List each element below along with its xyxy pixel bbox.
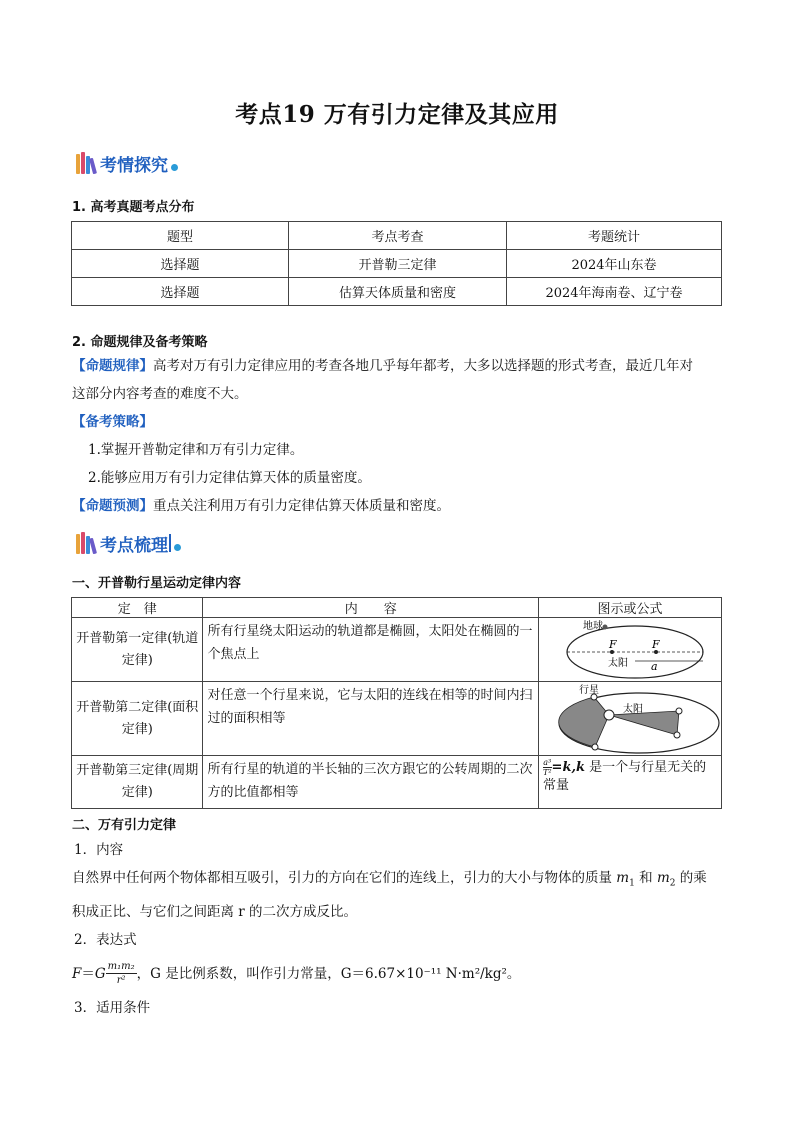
kepler-table [71, 597, 722, 809]
table-cell: 选择题 [72, 278, 289, 306]
sun-label: 太阳 [608, 657, 628, 669]
table-row [72, 756, 722, 809]
table-header-cell: 图示或公式 [539, 598, 722, 618]
strategy-heading: 2. 命题规律及备考策略 [72, 335, 208, 350]
law-content: 所有行星绕太阳运动的轨道都是椭圆，太阳处在椭圆的一个焦点上 [203, 618, 539, 682]
section-banner-label: 考情探究 [100, 155, 168, 176]
books-icon [76, 152, 98, 174]
kepler-heading: 一、开普勒行星运动定律内容 [72, 576, 242, 591]
distribution-heading: 1. 高考真题考点分布 [72, 200, 195, 215]
ellipse-diagram [539, 619, 721, 681]
strategy-block [72, 352, 732, 520]
third-law-formula [539, 756, 722, 809]
prep-item: 2.能够应用万有引力定律估算天体的质量密度。 [88, 470, 371, 486]
kk-text: =k,k [551, 760, 585, 775]
predict-text: 重点关注利用万有引力定律估算天体质量和密度。 [153, 498, 450, 514]
table-header-cell: 定 律 [72, 598, 203, 618]
section-banner-exam [76, 150, 178, 176]
table-header-cell: 题型 [72, 222, 289, 250]
table-header-row [72, 222, 722, 250]
gravity-expression: F ＝ G m₁m₂ r² ，G 是比例系数，叫作引力常量，G＝6.67×10⁻¹¹ N·m²/kg²。 [72, 961, 521, 987]
table-header-cell: 考题统计 [507, 222, 722, 250]
table-header-row [72, 598, 722, 618]
expr-text: ，G 是比例系数，叫作引力常量，G＝6.67×10⁻¹¹ N·m²/kg²。 [136, 965, 521, 982]
gravity-item: 1．内容 [74, 842, 124, 858]
fraction-a3-t2: $\frac{\text{a³}}{\text{T²}}$ [543, 758, 552, 777]
axis-label: a [651, 659, 658, 673]
table-row [72, 618, 722, 682]
mass-m1: m [616, 870, 630, 886]
ellipse-figure [539, 618, 722, 682]
gravity-heading: 二、万有引力定律 [72, 818, 177, 833]
text-cursor [169, 534, 171, 552]
formula-line2: 常量 [543, 778, 570, 793]
table-cell: 2024年山东卷 [507, 250, 722, 278]
law-name: 开普勒第一定律(轨道定律) [72, 618, 203, 682]
prep-tag: 【备考策略】 [72, 414, 153, 430]
law-name: 开普勒第三定律(周期定律) [72, 756, 203, 809]
fraction-m1m2-r2: m₁m₂ r² [107, 961, 135, 987]
law-name: 开普勒第二定律(面积定律) [72, 682, 203, 756]
prep-item: 1.掌握开普勒定律和万有引力定律。 [88, 442, 304, 458]
table-row [72, 682, 722, 756]
banner-dot-icon [174, 544, 181, 551]
area-figure [539, 682, 722, 756]
table-cell: 估算天体质量和密度 [289, 278, 507, 306]
gravity-item: 3．适用条件 [74, 999, 151, 1016]
area-diagram [539, 683, 721, 755]
focus-label: F [609, 637, 617, 651]
expr-f: F [72, 965, 82, 982]
table-header-cell: 内 容 [203, 598, 539, 618]
table-cell: 选择题 [72, 250, 289, 278]
rule-text-cont: 这部分内容考查的难度不大。 [72, 386, 248, 402]
section-banner-points [76, 530, 181, 556]
formula-tail: 是一个与行星无关的 [589, 760, 707, 775]
rule-tag: 【命题规律】 [72, 358, 153, 374]
table-cell: 2024年海南卷、辽宁卷 [507, 278, 722, 306]
focus-label: F [652, 637, 660, 651]
table-row [72, 250, 722, 278]
predict-tag: 【命题预测】 [72, 498, 153, 514]
section-banner-label: 考点梳理 [100, 535, 168, 556]
sun-label: 太阳 [623, 703, 643, 715]
table-cell: 开普勒三定律 [289, 250, 507, 278]
table-row [72, 278, 722, 306]
banner-dot-icon [171, 164, 178, 171]
rule-text: 高考对万有引力定律应用的考查各地几乎每年都考，大多以选择题的形式考查，最近几年对 [153, 358, 693, 374]
law-content: 所有行星的轨道的半长轴的三次方跟它的公转周期的二次方的比值都相等 [203, 756, 539, 809]
gravity-content-2: 积成正比、与它们之间距离 r 的二次方成反比。 [72, 903, 358, 920]
table-header-cell: 考点考查 [289, 222, 507, 250]
gravity-content-1b: 的乘 [679, 870, 707, 886]
gravity-item: 2．表达式 [74, 931, 137, 948]
gravity-content-1a: 自然界中任何两个物体都相互吸引，引力的方向在它们的连线上，引力的大小与物体的质量 [72, 870, 612, 886]
distribution-table [71, 221, 722, 306]
mass-m2: m [656, 870, 670, 886]
page-title: 考点19 万有引力定律及其应用 [235, 101, 559, 128]
planet-label: 行星 [579, 684, 599, 696]
earth-label: 地球 [583, 620, 603, 632]
books-icon [76, 532, 98, 554]
gravity-block: 1．内容 自然界中任何两个物体都相互吸引，引力的方向在它们的连线上，引力的大小与物体的质量 $m_1$ 和 $m_2$ 的乘 积成正比、与它们之间距离 r 的二次方成反比。 2．表达式 F ＝ G m₁m₂ r² ，G 是比例系数，叫作引力常量，G＝6.67×10⁻¹¹ N·m²/kg²。 3．适用条件 [72, 836, 732, 1022]
law-content: 对任意一个行星来说，它与太阳的连线在相等的时间内扫过的面积相等 [203, 682, 539, 756]
